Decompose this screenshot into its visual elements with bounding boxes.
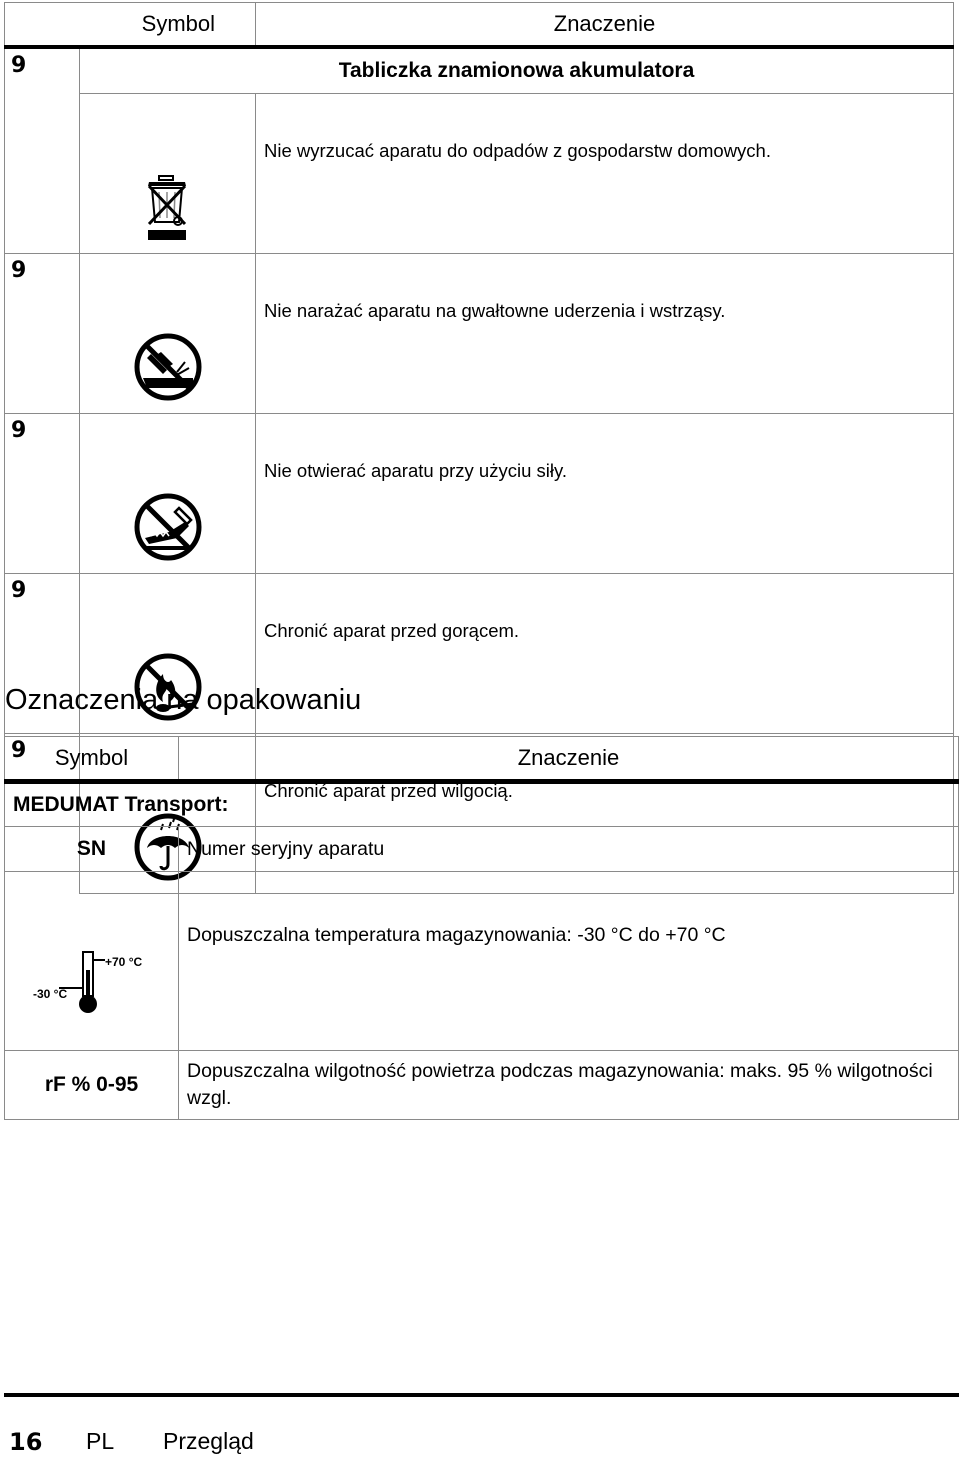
group-label: MEDUMAT Transport: (5, 782, 959, 827)
table-row (5, 254, 954, 414)
check-mark: 9 (5, 47, 80, 254)
section-name: Przegląd (163, 1428, 254, 1454)
check-mark: 9 (5, 734, 80, 894)
check-mark: 9 (5, 414, 80, 574)
symbol-header: Symbol (5, 737, 179, 782)
thermometer-icon (5, 872, 179, 1051)
meaning-header: Znaczenie (179, 737, 959, 782)
check-mark: 9 (5, 574, 80, 734)
table-header (5, 737, 959, 782)
table-header (5, 3, 954, 48)
row-text: Nie narażać aparatu na gwałtowne uderzenia i wstrząsy. (256, 254, 954, 414)
serial-number-symbol: SN (5, 827, 179, 872)
section-title: Oznaczenia na opakowaniu (5, 684, 362, 716)
temp-high-label: +70 °C (105, 955, 143, 969)
no-impact-icon (80, 254, 256, 414)
meaning-header: Znaczenie (256, 3, 954, 48)
group-row (5, 782, 959, 827)
table-row (5, 414, 954, 574)
symbol-header: Symbol (5, 3, 256, 48)
row-text: Numer seryjny aparatu (179, 827, 959, 872)
table-row (5, 872, 959, 1051)
language-code: PL (86, 1428, 115, 1454)
row-text: Dopuszczalna wilgotność powietrza podczas magazynowania: maks. 95 % wilgotności wzgl. (179, 1051, 959, 1120)
temp-low-label: -30 °C (33, 987, 68, 1001)
crossed-wheelie-bin-icon (80, 94, 256, 254)
table-subtitle: Tabliczka znamionowa akumulatora (80, 47, 954, 94)
row-text: Nie wyrzucać aparatu do odpadów z gospodarstw domowych. (256, 94, 954, 254)
row-text: Nie otwierać aparatu przy użyciu siły. (256, 414, 954, 574)
table-row (5, 827, 959, 872)
table-row (5, 1051, 959, 1120)
table-row (5, 94, 954, 254)
page-number: 16 (9, 1428, 43, 1456)
humidity-symbol: rF % 0-95 (5, 1051, 179, 1120)
row-text: Chronić aparat przed wilgocią. (256, 734, 954, 894)
row-text: Chronić aparat przed gorącem. (256, 574, 954, 734)
check-mark: 9 (5, 254, 80, 414)
packaging-symbols-table (4, 736, 959, 1120)
no-saw-icon (80, 414, 256, 574)
footer-divider (4, 1393, 959, 1397)
row-text: Dopuszczalna temperatura magazynowania: -30 °C do +70 °C (179, 872, 959, 1051)
